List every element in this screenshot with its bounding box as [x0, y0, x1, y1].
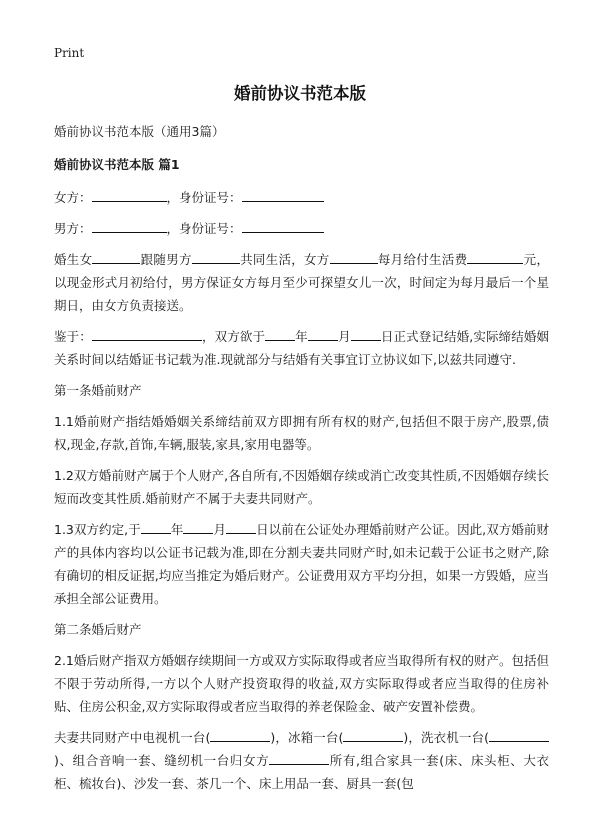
fill-blank: [242, 217, 324, 233]
document-subtitle: 婚前协议书范本版（通用3篇）: [54, 124, 225, 139]
fill-blank: [351, 325, 381, 341]
text: 日以前在公证处办理婚前财产公证。因此,双方婚前财产的具体内容均以公证书记载为准,即在分割夫妻共同财产时,如未记载于公证书之财产,除有确切的相反证据,均应当推定为婚后财产。公证费用双方平均分担，如果一方毁婚，应当承担全部公证费用。: [54, 522, 549, 606]
text: 月: [213, 522, 227, 537]
clause-1-2: 1.2双方婚前财产属于个人财产,各自所有,不因婚姻存续或消亡改变其性质,不因婚姻存续长短而改变其性质.婚前财产不属于夫妻共同财产。: [54, 468, 549, 506]
clause-1-3: [54, 518, 549, 610]
text: 所有,组合家具一套(床、床头柜、大衣柜、梳妆台)、沙发一套、茶几一个、床上用品一套、厨具一套(包: [54, 753, 549, 791]
fill-blank: [242, 186, 324, 202]
text: 年: [170, 522, 184, 537]
text: )、组合音响一套、缝纫机一台归女方: [54, 753, 270, 768]
text: 夫妻共同财产中电视机一台(: [54, 730, 211, 745]
document-title: 婚前协议书范本版: [234, 84, 366, 103]
text: )，洗衣机一台(: [403, 730, 489, 745]
id-label: ，身份证号：: [166, 190, 242, 205]
male-party-line: [54, 217, 549, 240]
text: 日正式登记结婚,实际缔结婚姻关系时间以结婚证书记载为准.现就部分与结婚有关事宜订立协议如下,以兹共同遵守.: [54, 329, 549, 367]
female-party-line: [54, 186, 549, 209]
text: 元，以现金形式月初给付，男方保证女方每月至少可探望女儿一次，时间定为每月最后一个星期日，由女方负责接送。: [54, 252, 549, 313]
text: )，冰箱一台(: [270, 730, 344, 745]
fill-blank: [92, 325, 202, 341]
text: 每月给付生活费: [377, 252, 468, 267]
female-label: 女方：: [54, 190, 92, 205]
fill-blank: [141, 518, 171, 534]
fill-blank: [226, 518, 256, 534]
fill-blank: [210, 726, 270, 742]
clause-2-1: 2.1婚后财产指双方婚姻存续期间一方或双方实际取得或者应当取得所有权的财产。包括但不限于劳动所得,一方以个人财产投资取得的收益,双方实际取得或者应当取得的住房补贴、住房公积金,双方实际取得或者应当取得的养老保险金、破产安置补偿费。: [54, 653, 549, 714]
fill-blank: [92, 217, 167, 233]
fill-blank: [489, 726, 549, 742]
paragraph-child-support: [54, 248, 549, 317]
fill-blank: [330, 248, 378, 264]
fill-blank: [92, 186, 167, 202]
text: 1.3双方约定,于: [54, 522, 141, 537]
fill-blank: [343, 726, 403, 742]
male-label: 男方：: [54, 221, 92, 236]
print-link[interactable]: Print: [54, 46, 85, 60]
article-2-heading: 第二条婚后财产: [54, 622, 142, 637]
article-1-heading: 第一条婚前财产: [54, 383, 142, 398]
text: ，双方欲于: [201, 329, 266, 344]
document-body: [54, 120, 549, 803]
clause-1-1: 1.1婚前财产指结婚婚姻关系缔结前双方即拥有所有权的财产,包括但不限于房产,股票,债权,现金,存款,首饰,车辆,服装,家具,家用电器等。: [54, 414, 549, 452]
text: 年: [295, 329, 308, 344]
text: 跟随男方: [140, 252, 192, 267]
id-label: ，身份证号：: [166, 221, 242, 236]
fill-blank: [269, 749, 329, 765]
fill-blank: [308, 325, 338, 341]
text: 月: [337, 329, 351, 344]
text: 婚生女: [54, 252, 93, 267]
fill-blank: [183, 518, 213, 534]
fill-blank: [467, 248, 523, 264]
paragraph-whereas: [54, 325, 549, 371]
fill-blank: [92, 248, 140, 264]
text: 共同生活，女方: [239, 252, 330, 267]
section-title: 婚前协议书范本版 篇1: [54, 157, 180, 172]
clause-2-2: [54, 726, 549, 795]
text: 鉴于：: [54, 329, 92, 344]
fill-blank: [265, 325, 295, 341]
fill-blank: [192, 248, 240, 264]
